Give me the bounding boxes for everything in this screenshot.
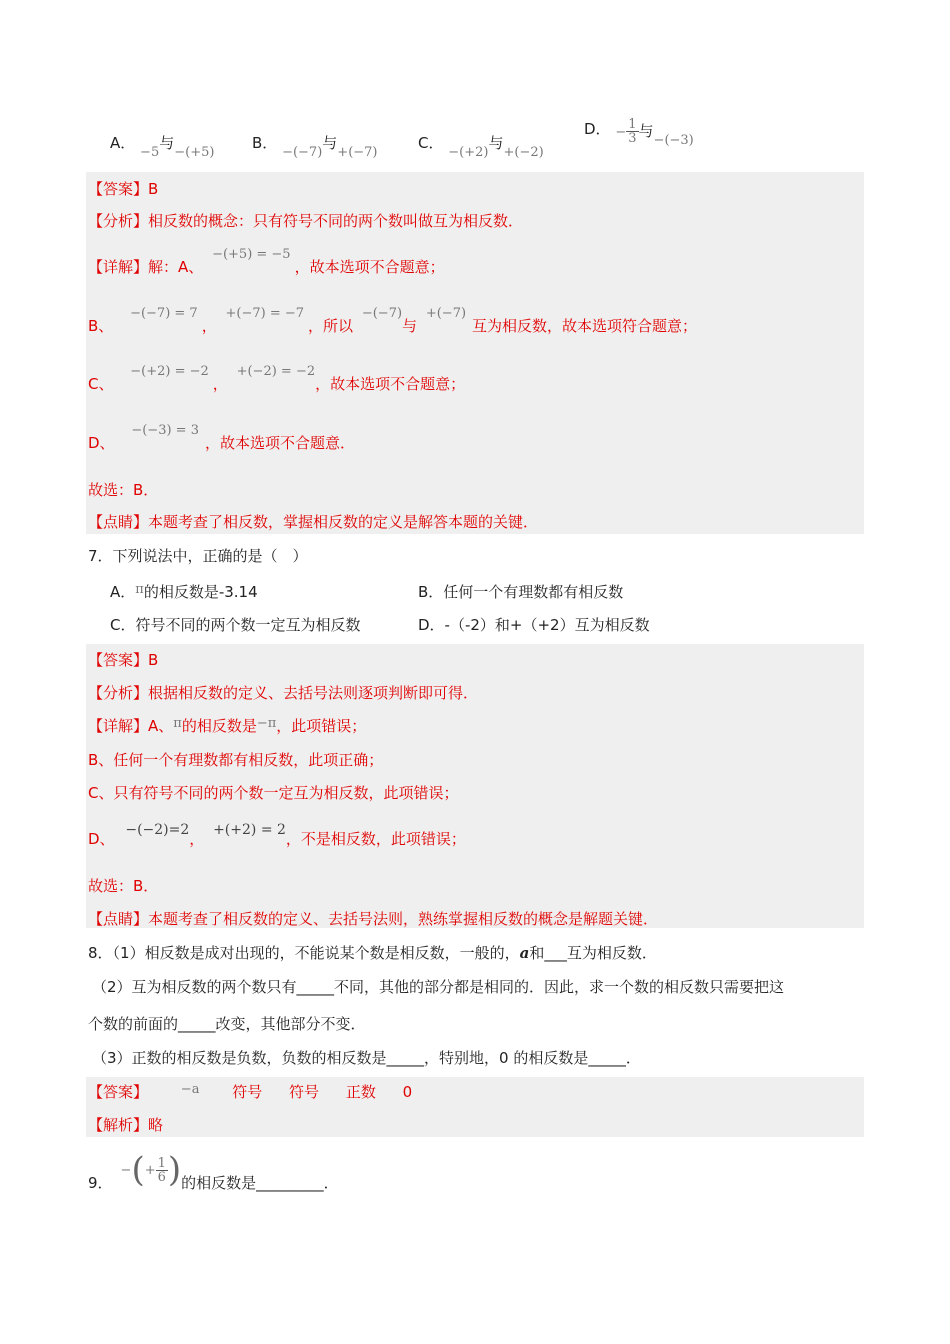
math-expr: +(+2) = 2: [213, 822, 286, 838]
math-expr: +(−7) = −7: [225, 306, 305, 321]
detail-tag: 【详解】: [88, 717, 149, 735]
math-expr: −(+5) = −5: [212, 247, 291, 262]
question-text: 8．（1）相反数是成对出现的，不能说某个数是相反数，一般的，: [88, 944, 520, 962]
analysis-tag: 【分析】: [88, 212, 149, 230]
q8-line3: 个数的前面的_____改变，其他部分不变．: [88, 1015, 366, 1033]
q7-option-b: B．任何一个有理数都有相反数: [418, 583, 624, 601]
detail-text: ，此项错误；: [276, 717, 367, 735]
tip-text: 本题考查了相反数的定义、去括号法则，熟练掌握相反数的概念是解题关键．: [148, 910, 659, 928]
answer-value: B: [148, 180, 159, 198]
detail-tag: 【详解】: [88, 258, 149, 276]
math-expr: −(−7): [282, 145, 323, 160]
q6-choose: 故选：B．: [88, 481, 159, 499]
detail-text: ，故本选项不合题意；: [315, 375, 466, 393]
detail-text: 解：A、: [148, 258, 204, 276]
fraction-denominator: 3: [628, 131, 637, 146]
q8-line2: （2）互为相反数的两个数只有_____不同，其他的部分都是相同的．因此，求一个数的相反数只需要把这: [92, 978, 785, 996]
math-sign: +: [144, 1162, 156, 1178]
question-text: 的相反数是_________．: [181, 1173, 339, 1192]
q7-detail-c: C、只有符号不同的两个数一定互为相反数，此项错误；: [88, 784, 459, 802]
math-sign: −: [615, 125, 627, 140]
q7-option-d: D．-（-2）和+（+2）互为相反数: [418, 616, 650, 634]
q6-tip: [88, 511, 538, 532]
q6-option-c: [418, 132, 544, 160]
answer-tag: 【答案】: [88, 180, 149, 198]
q8-answer: [88, 1081, 412, 1102]
answer-value: −a: [180, 1082, 200, 1097]
q7-analysis: [88, 682, 478, 703]
math-expr: −(−3) = 3: [131, 423, 199, 438]
q6-option-a: [110, 132, 215, 160]
fraction: [156, 1157, 168, 1184]
math-var: a: [519, 944, 530, 962]
fraction: [626, 118, 638, 145]
fraction-numerator: 1: [157, 1155, 166, 1171]
analysis-text: 略: [148, 1116, 164, 1134]
math-expr: −(−7): [361, 306, 403, 321]
option-label: A．: [110, 583, 136, 601]
question-number: 9．: [88, 1173, 113, 1192]
analysis-tag: 【分析】: [88, 684, 149, 702]
math-expr: −5: [140, 145, 160, 160]
q7-detail-b: B、任何一个有理数都有相反数，此项正确；: [88, 751, 384, 769]
fraction-numerator: 1: [628, 117, 637, 132]
math-expr: +(−7): [337, 145, 378, 160]
answer-value: B: [148, 651, 159, 669]
math-expr: +(−2): [503, 145, 544, 160]
q7-option-c: C．符号不同的两个数一定互为相反数: [110, 616, 361, 634]
q8-line1: [88, 942, 657, 963]
q8-analysis: [88, 1114, 163, 1135]
option-text: 的相反数是-3.14: [143, 583, 258, 601]
detail-text: B、: [88, 317, 114, 335]
answer-tag: 【答案】: [88, 651, 149, 669]
q6-answer: [88, 178, 158, 199]
math-expr: −(−3): [653, 133, 694, 148]
math-expr: +(−2) = −2: [236, 364, 316, 379]
q7-detail-d: [88, 822, 466, 849]
detail-text: C、: [88, 375, 114, 393]
answer-value: 符号: [232, 1083, 263, 1101]
option-connector: 与: [322, 134, 338, 152]
answer-value: 0: [402, 1083, 413, 1101]
detail-text: ，: [212, 375, 228, 393]
math-expr: −(−7) = 7: [130, 306, 198, 321]
detail-text: ，: [189, 830, 205, 848]
math-sign: −: [120, 1162, 132, 1178]
option-connector: 与: [159, 134, 175, 152]
detail-text: 的相反数是: [181, 717, 257, 735]
q9-question: [88, 1148, 339, 1192]
answer-value: 正数: [345, 1083, 376, 1101]
tip-tag: 【点睛】: [88, 910, 149, 928]
option-label: B．: [252, 134, 278, 152]
q6-option-b: [252, 132, 378, 160]
q6-option-d: [584, 117, 694, 148]
math-expr: −(+2) = −2: [130, 364, 209, 379]
analysis-text: 相反数的概念：只有符号不同的两个数叫做互为相反数．: [148, 212, 524, 230]
q7-detail-a: [88, 715, 366, 736]
detail-text: ，: [201, 317, 217, 335]
detail-text: ，故本选项不合题意．: [204, 434, 355, 452]
answer-value: 符号: [289, 1083, 320, 1101]
tip-text: 本题考查了相反数，掌握相反数的定义是解答本题的关键．: [148, 513, 539, 531]
fraction-denominator: 6: [157, 1169, 166, 1185]
detail-text: D、: [88, 830, 115, 848]
q7-stem: 7．下列说法中，正确的是（ ）: [88, 547, 308, 565]
option-connector: 与: [488, 134, 504, 152]
q6-detail-a: [88, 247, 445, 277]
q6-analysis: [88, 210, 523, 231]
math-expr: −(+5): [174, 145, 215, 160]
q6-detail-b: [88, 306, 698, 336]
option-label: A．: [110, 134, 136, 152]
math-expr: +(−7): [425, 306, 467, 321]
q7-answer: [88, 649, 158, 670]
q7-option-a: [110, 581, 258, 602]
q7-tip: [88, 908, 658, 929]
q6-detail-c: [88, 364, 466, 394]
tip-tag: 【点睛】: [88, 513, 149, 531]
answer-tag: 【答案】: [88, 1083, 149, 1101]
detail-text: ，不是相反数，此项错误；: [285, 830, 466, 848]
option-label: C．: [418, 134, 444, 152]
analysis-text: 根据相反数的定义、去括号法则逐项判断即可得．: [148, 684, 479, 702]
detail-text: ，故本选项不合题意；: [294, 258, 445, 276]
pi-symbol: π: [135, 582, 144, 597]
math-expr: −(−2)=2: [125, 822, 190, 838]
option-connector: 与: [638, 122, 654, 140]
math-expr: −π: [256, 716, 277, 731]
pi-symbol: π: [173, 716, 182, 731]
question-text: 和___互为相反数．: [529, 944, 657, 962]
analysis-tag: 【解析】: [88, 1116, 149, 1134]
right-paren: ): [167, 1150, 182, 1190]
detail-text: A、: [148, 717, 174, 735]
q7-choose: 故选：B．: [88, 877, 159, 895]
q8-line4: （3）正数的相反数是负数，负数的相反数是_____，特别地，0 的相反数是_____．: [92, 1049, 641, 1067]
option-label: D．: [584, 120, 611, 138]
left-paren: (: [131, 1150, 145, 1190]
math-expr: −(+2): [448, 145, 489, 160]
detail-text: 与: [402, 317, 418, 335]
detail-text: 互为相反数，故本选项符合题意；: [472, 317, 698, 335]
q6-detail-d: [88, 423, 355, 453]
detail-text: D、: [88, 434, 115, 452]
detail-text: ，所以: [308, 317, 354, 335]
